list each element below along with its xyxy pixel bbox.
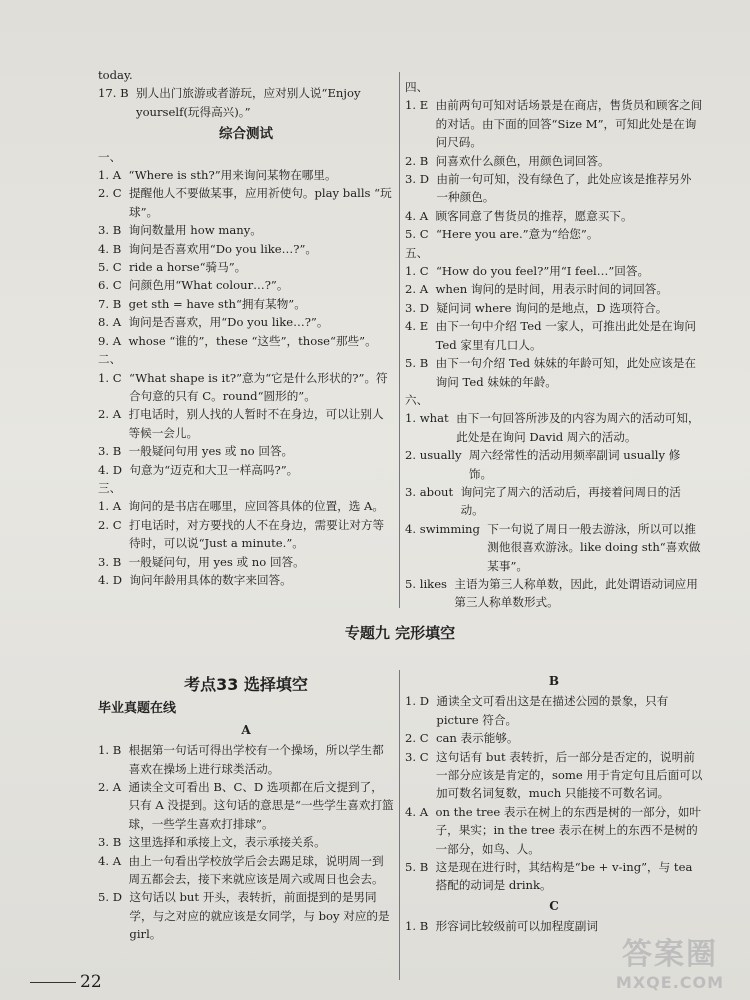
answer-number: 5. B <box>405 356 436 371</box>
answer-item <box>98 553 394 571</box>
passage-label: B <box>548 674 560 688</box>
answer-number: 1. A <box>98 168 129 183</box>
answer-explanation: 询问是否喜欢，用“Do you like…?”。 <box>128 315 329 330</box>
answer-explanation: when 询问的是时间，用表示时间的词回答。 <box>435 282 668 297</box>
topic-title: 专题九 完形填空 <box>344 624 456 642</box>
answer-explanation: “Here you are.”意为“给您”。 <box>436 227 599 242</box>
answer-number: 4. A <box>405 208 436 223</box>
answer-item <box>405 207 703 225</box>
answer-item <box>405 692 703 729</box>
answer-item <box>98 184 394 221</box>
answer-number: 2. B <box>405 153 436 168</box>
answer-number: 1. C <box>405 264 436 279</box>
subsection-heading: 毕业真题在线 <box>98 701 177 717</box>
answer-explanation: “What shape is it?”意为“它是什么形状的?”。符合句意的只有 C。round“圆形的”。 <box>129 370 388 403</box>
answer-explanation: 询问的是书店在哪里，应回答具体的位置，选 A。 <box>128 499 385 514</box>
answer-explanation: 问颜色用“What colour…?”。 <box>129 278 289 293</box>
answer-item <box>98 442 394 460</box>
answer-item <box>98 240 394 258</box>
answer-number: 1. B <box>98 743 129 758</box>
answer-explanation: 形容词比较级前可以加程度副词 <box>435 919 598 934</box>
answer-explanation: 顾客同意了售货员的推荐，愿意买下。 <box>435 208 633 223</box>
answer-explanation: 通读全文可看出 B、C、D 选项都在后文提到了，只有 A 没提到。这句话的意思是“一些学生喜欢打篮球，一些学生喜欢打排球”。 <box>128 780 394 831</box>
answer-item <box>98 332 394 350</box>
answer-explanation: 由下一句回答所涉及的内容为周六的活动可知，此处是在询问 David 周六的活动。 <box>456 411 700 444</box>
answer-number: 1. E <box>405 98 436 113</box>
answer-explanation: 根据第一句话可得出学校有一个操场，所以学生都喜欢在操场上进行球类活动。 <box>128 743 384 776</box>
answer-explanation: “Where is sth?”用来询问某物在哪里。 <box>128 168 337 183</box>
answer-item <box>405 317 703 354</box>
answer-explanation: 一般疑问句，用 yes 或 no 回答。 <box>128 554 305 569</box>
answer-number: 5. likes <box>405 576 455 591</box>
answer-explanation: ride a horse“骑马”。 <box>129 260 247 275</box>
answer-item <box>405 96 703 151</box>
answer-explanation: 别人出门旅游或者游玩，应对别人说“Enjoy yourself(玩得高兴)。” <box>136 86 361 119</box>
answer-item <box>98 369 394 406</box>
section-label: 三、 <box>98 480 122 495</box>
answer-item <box>98 84 394 121</box>
answer-number: 5. D <box>98 890 130 905</box>
answer-item <box>98 221 394 239</box>
answer-item <box>98 852 394 889</box>
answer-number: 3. B <box>98 444 129 459</box>
answer-explanation: 由前一句可知，没有绿色了，此处应该是推荐另外一种颜色。 <box>436 172 692 205</box>
answer-number: 6. C <box>98 278 129 293</box>
section-label: 五、 <box>405 245 429 260</box>
answer-item <box>98 778 394 833</box>
answer-number: 4. swimming <box>405 521 488 536</box>
answer-column-left-top <box>98 66 394 589</box>
answer-number: 2. C <box>98 517 129 532</box>
answer-number: 9. A <box>98 333 129 348</box>
answer-explanation: 周六经常性的活动用频率副词 usually 修饰。 <box>468 448 681 481</box>
column-divider <box>399 670 400 980</box>
answer-item <box>405 170 703 207</box>
passage-label: C <box>549 898 559 913</box>
answer-item <box>405 225 703 243</box>
watermark-logo <box>600 925 740 995</box>
answer-number: 17. B <box>98 86 137 101</box>
answer-explanation: “How do you feel?”用“I feel…”回答。 <box>436 264 650 279</box>
answer-number: 3. B <box>98 554 129 569</box>
answer-item <box>98 258 394 276</box>
answer-explanation: 由下一句介绍 Ted 妹妹的年龄可知，此处应该是在询问 Ted 妹妹的年龄。 <box>435 356 697 389</box>
answer-item <box>98 571 394 589</box>
answer-explanation: on the tree 表示在树上的东西是树的一部分，如叶子，果实；in the tree 表示在树上的东西不是树的一部分，如鸟、人。 <box>435 804 702 856</box>
answer-number: 2. A <box>98 407 129 422</box>
answer-number: 7. B <box>98 296 129 311</box>
section-label: 四、 <box>405 80 429 94</box>
answer-item <box>98 833 394 851</box>
answer-explanation: get sth = have sth“拥有某物”。 <box>128 296 306 311</box>
answer-number: 4. B <box>98 241 129 256</box>
answer-number: 1. C <box>98 370 129 385</box>
answer-explanation: 询问数量用 how many。 <box>128 223 262 238</box>
page-number-rule <box>30 982 76 983</box>
page-number-text: 22 <box>80 972 102 992</box>
answer-explanation: today. <box>98 68 133 82</box>
answer-item <box>405 152 703 170</box>
answer-explanation: 打电话时，别人找的人暂时不在身边，可以让别人等候一会儿。 <box>128 407 384 440</box>
answer-explanation: 打电话时，对方要找的人不在身边，需要让对方等待时，可以说“Just a minute.”。 <box>129 517 385 551</box>
answer-number: 1. D <box>405 694 437 709</box>
watermark-url: MXQE.COM <box>615 972 725 992</box>
answer-number: 2. C <box>405 731 436 746</box>
answer-column-right-top <box>405 78 703 612</box>
answer-item <box>405 520 703 575</box>
section-label: 六、 <box>405 392 429 407</box>
answer-number: 5. C <box>98 260 129 275</box>
answer-explanation: 疑问词 where 询问的是地点，D 选项符合。 <box>436 300 668 315</box>
answer-explanation: 提醒他人不要做某事，应用祈使句。play balls “玩球”。 <box>129 186 392 219</box>
answer-number: 3. B <box>98 223 129 238</box>
answer-item <box>98 461 394 479</box>
answer-explanation: 这是现在进行时，其结构是“be + v-ing”，与 tea 搭配的动词是 drink。 <box>435 860 693 893</box>
answer-number: 4. D <box>98 462 130 477</box>
answer-explanation: whose “谁的”，these “这些”，those“那些”。 <box>128 333 377 348</box>
answer-explanation: 询问是否喜欢用“Do you like…?”。 <box>128 241 318 256</box>
answer-item <box>98 888 394 943</box>
answer-number: 4. E <box>405 319 436 334</box>
answer-explanation: 问喜欢什么颜色，用颜色词回答。 <box>435 153 610 168</box>
section-label: 二、 <box>98 352 122 367</box>
answer-item <box>405 262 703 280</box>
answer-number: 1. B <box>405 919 436 934</box>
answer-explanation: 询问完了周六的活动后，再接着问周日的活动。 <box>460 484 681 518</box>
answer-number: 3. B <box>98 835 129 850</box>
answer-item <box>98 66 394 84</box>
answer-number: 2. C <box>98 186 129 201</box>
answer-column-left-bottom <box>98 676 394 944</box>
answer-item <box>98 276 394 294</box>
answer-item <box>98 313 394 331</box>
watermark-logo-text: 答案圈 <box>622 936 718 972</box>
answer-column-right-bottom <box>405 670 703 936</box>
answer-number: 5. C <box>405 227 436 242</box>
answer-item <box>98 516 394 553</box>
answer-explanation: 这句话有 but 表转折，后一部分是否定的，说明前一部分应该是肯定的，some 用于肯定句且后面可以加可数名词复数，much 只能接不可数名词。 <box>436 749 703 801</box>
answer-number: 2. A <box>98 780 129 795</box>
section-heading: 综合测试 <box>219 126 273 143</box>
answer-item <box>98 741 394 778</box>
section-label: 一、 <box>98 149 122 164</box>
answer-number: 2. usually <box>405 448 469 463</box>
column-divider <box>399 72 400 608</box>
answer-item <box>405 858 703 895</box>
answer-explanation: 询问年龄用具体的数字来回答。 <box>129 572 292 587</box>
answer-number: 8. A <box>98 315 129 330</box>
page-number <box>30 972 102 992</box>
answer-explanation: 由前两句可知对话场景是在商店，售货员和顾客之间的对话。由下面的回答“Size M”，可知此处是在询问尺码。 <box>435 98 703 150</box>
answer-item <box>405 280 703 298</box>
answer-number: 4. A <box>405 804 436 819</box>
answer-number: 2. A <box>405 282 436 297</box>
answer-item <box>405 803 703 858</box>
answer-item <box>98 497 394 515</box>
answer-item <box>405 409 703 446</box>
passage-label: A <box>241 722 251 737</box>
answer-explanation: 一般疑问句用 yes 或 no 回答。 <box>128 444 294 459</box>
answer-number: 3. D <box>405 300 437 315</box>
topic-point-title: 考点33 选择填空 <box>184 675 308 694</box>
answer-explanation: 句意为“迈克和大卫一样高吗?”。 <box>129 462 299 477</box>
answer-number: 3. C <box>405 749 436 764</box>
answer-number: 1. what <box>405 411 457 426</box>
answer-number: 1. A <box>98 499 129 514</box>
answer-number: 4. A <box>98 853 129 868</box>
answer-explanation: 这里选择和承接上文，表示承接关系。 <box>128 835 326 850</box>
answer-number: 4. D <box>98 572 130 587</box>
answer-number: 5. B <box>405 860 436 875</box>
answer-explanation: 下一句说了周日一般去游泳，所以可以推测他很喜欢游泳。like doing sth“喜欢做某事”。 <box>487 521 701 573</box>
answer-explanation: can 表示能够。 <box>436 731 519 746</box>
answer-item <box>405 729 703 747</box>
answer-explanation: 主语为第三人称单数，因此，此处谓语动词应用第三人称单数形式。 <box>454 576 698 610</box>
answer-explanation: 通读全文可看出这是在描述公园的景象，只有 picture 符合。 <box>436 694 669 727</box>
answer-item <box>405 299 703 317</box>
answer-explanation: 由下一句中介绍 Ted 一家人，可推出此处是在询问 Ted 家里有几口人。 <box>435 319 696 352</box>
answer-item <box>405 483 703 520</box>
answer-item <box>405 354 703 391</box>
answer-item <box>98 405 394 442</box>
answer-item <box>405 446 703 483</box>
answer-item <box>98 295 394 313</box>
answer-item <box>405 748 703 803</box>
answer-explanation: 这句话以 but 开头，表转折，前面提到的是男同学，与之对应的就应该是女同学，与 boy 对应的是 girl。 <box>129 890 390 942</box>
answer-explanation: 由上一句看出学校放学后会去踢足球，说明周一到周五都会去，接下来就应该是周六或周日也会去。 <box>128 853 384 887</box>
answer-number: 3. about <box>405 484 461 499</box>
answer-item <box>98 166 394 184</box>
answer-number: 3. D <box>405 172 437 187</box>
answer-item <box>405 575 703 612</box>
